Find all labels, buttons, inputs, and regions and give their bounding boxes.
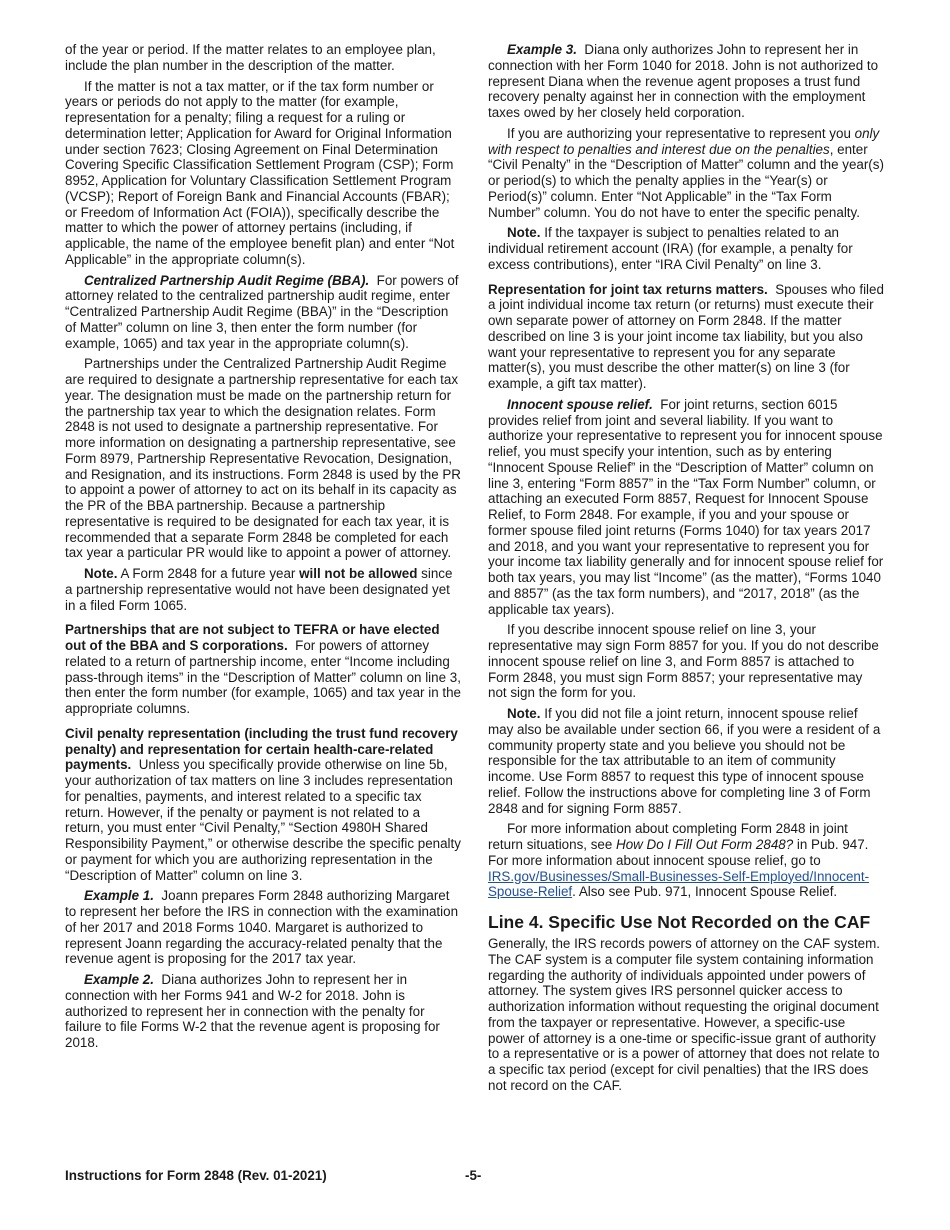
civil-penalty-body: Unless you specifically provide otherwise on line 5b, your authorization of tax matters on line 3 includes representation for penalties, payments, and interest related to a specific tax return. However, if the penalty or payment is not related to a return, you must enter “Civil Penalty,” “Section 4980H Shared Responsibility Payment,” or otherwise describe the specific penalty or payment for which you are authorizing representation in the “Description of Matter” column on line 3. xyxy=(65,757,461,883)
note-label: Note. xyxy=(84,566,118,581)
bba-heading: Centralized Partnership Audit Regime (BBA). xyxy=(84,272,370,288)
example-1-label: Example 1. xyxy=(84,888,154,904)
paragraph-penalties-only: If you are authorizing your representative to represent you only with respect to penalties and interest due on the penalties, enter “Civil Penalty” in the “Description of Matter” column and the year(s) or period(s) to which the penalty applies in the “Year(s) or Period(s)” column. Enter “Not Applicable” in the “Tax Form Number” column. You do not have to enter the specific penalty. xyxy=(488,125,884,220)
paragraph-note-future-year: Note. A Form 2848 for a future year will not be allowed since a partnership representative would not have been designated yet in a filed Form 1065. xyxy=(65,566,453,613)
bba-body: For powers of attorney related to the centralized partnership audit regime, enter “Centralized Partnership Audit Regime (BBA)” in the “Description of Matter” column on line 3, then enter the form number (for example, 1065) and tax year in the appropriate column(s). xyxy=(65,272,459,351)
example-2-label: Example 2. xyxy=(84,972,154,987)
example-3-label: Example 3. xyxy=(507,42,577,57)
tefra-body: For powers of attorney related to a return of partnership income, enter “Income including pass-through items” in the “Description of Matter” column on line 3, then enter the form number (for example, 1065) and tax year in the appropriate columns. xyxy=(65,638,461,716)
note-label: Note. xyxy=(507,706,541,721)
line-4-heading: Line 4. Specific Use Not Recorded on the CAF xyxy=(488,912,871,932)
note-label: Note. xyxy=(507,225,541,241)
innocent-spouse-relief-link[interactable]: IRS.gov/Businesses/Small-Businesses-Self-Employed/Innocent-Spouse-Relief xyxy=(488,868,870,900)
page-number: -5- xyxy=(465,1168,482,1183)
paragraph-example-3: Example 3. Diana only authorizes John to represent her in connection with her Form 1040 for 2018. John is not authorized to represent Diana when the revenue agent proposes a trust fund recovery penalty against her in connection with the employment taxes owed by her closely held corporation. xyxy=(488,42,879,120)
paragraph-describe-relief: If you describe innocent spouse relief on line 3, your representative may sign Form 8857 for you. If you do not describe innocent spouse relief on line 3, and Form 8857 is attached to Form 2848, you must sign Form 8857; your representative may not sign the form for you. xyxy=(488,622,879,701)
paragraph-note-section-66: Note. If you did not file a joint return, innocent spouse relief may also be available under section 66, if you were a resident of a community property state and you believe you should not be responsible for the tax attributable to an item of community income. Use Form 8857 to request this type of innocent spouse relief. Follow the instructions above for completing line 3 of Form 2848 and for signing Form 8857. xyxy=(488,706,881,816)
paragraph-line-4: Generally, the IRS records powers of attorney on the CAF system. The CAF system is a computer file system containing information regarding the authority of individuals appointed under powers of attorney. The system gives IRS personnel quicker access to authorization information without requesting the original document from the taxpayer or representative. However, a specific-use power of attorney is a one-time or specific-issue grant of authority to a representative or is a power of attorney that does not relate to a specific tax period (except for civil penalties) that the IRS does not record on the CAF. xyxy=(488,936,880,1093)
tefra-heading: Partnerships that are not subject to TEFRA or have elected out of the BBA and S corporations. xyxy=(65,622,440,653)
footer-form-title: Instructions for Form 2848 (Rev. 01-2021) xyxy=(65,1168,327,1183)
right-column xyxy=(488,42,884,1099)
paragraph-not-tax-matter: If the matter is not a tax matter, or if the tax form number or years or periods do not apply to the matter (for example, representation for a penalty; filing a request for a ruling or determination letter; Application for Award for Original Information under section 7623; Closing Agreement on Final Determination Covering Specific Classification Settlement Program (CSP); Form 8952, Application for Voluntary Classification Settlement Program (VCSP); Report of Foreign Bank and Financial Accounts (FBAR); or Freedom of Information Act (FOIA)), specifically describe the matter to which the power of attorney pertains (including, if applicable, the name of the employee benefit plan) and enter “Not Applicable” in the appropriate column(s). xyxy=(65,78,455,267)
paragraph-joint-returns: Representation for joint tax returns matters. Spouses who filed a joint individual income tax return (or returns) must execute their own separate power of attorney on Form 2848. If the matter described on line 3 is your joint income tax liability, but you also want your representative to represent you for any separate matter(s), you must describe the other matter(s) on line 3 (for example, a gift tax matter). xyxy=(488,281,884,391)
joint-returns-heading: Representation for joint tax returns matters. xyxy=(488,281,768,297)
paragraph-example-2: Example 2. Diana authorizes John to represent her in connection with her Forms 941 and W-2 for 2018. John is authorized to represent her in connection with the penalty for failure to file Forms W-2 that the revenue agent is proposing for 2018. xyxy=(65,972,440,1050)
innocent-spouse-heading: Innocent spouse relief. xyxy=(507,396,653,412)
paragraph-innocent-spouse: Innocent spouse relief. For joint returns, section 6015 provides relief from joint and several liability. If you want to authorize your representative to represent you for innocent spouse relief, you must specify your intention, such as by entering “Innocent Spouse Relief” in the “Description of Matter” column on line 3, entering “Form 8857” in the “Tax Form Number” column, or attaching an executed Form 8857, Request for Innocent Spouse Relief, to Form 2848. For example, if you and your spouse or former spouse filed joint returns (Forms 1040) for tax years 2017 and 2018, and you want your representative to represent you for your income tax liability generally and for innocent spouse relief for both tax years, you may list “Income” (as the matter), “Forms 1040 and 8857” (as the tax form numbers), and “2017, 2018” (as the applicable tax years). xyxy=(488,396,884,617)
civil-penalty-heading: Civil penalty representation (including the trust fund recovery penalty) and representation for certain health-care-related payments. xyxy=(65,725,458,773)
paragraph-tefra xyxy=(65,622,461,717)
left-column xyxy=(65,42,461,1056)
paragraph-note-ira: Note. If the taxpayer is subject to penalties related to an individual retirement account (IRA) (for example, a penalty for excess contributions), enter “IRA Civil Penalty” on line 3. xyxy=(488,225,853,272)
paragraph-plan-number: of the year or period. If the matter relates to an employee plan, include the plan number in the description of the matter. xyxy=(65,42,436,73)
paragraph-partnerships-bba: Partnerships under the Centralized Partnership Audit Regime are required to designate a partnership representative for each tax year. The designation must be made on the partnership return for the partnership tax year to which the designation relates. Form 2848 is not used to designate a partnership representative. For more information on designating a partnership representative, see Form 8979, Partnership Representative Revocation, Designation, and Resignation, and its instructions. Form 2848 is used by the PR to appoint a power of attorney to act on its behalf in its capacity as the PR of the BBA partnership. Because a partnership representative is required to be designated for each tax year, it is recommended that a separate Form 2848 be completed for each tax year a particular PR would like to appoint a power of attorney. xyxy=(65,356,461,561)
paragraph-civil-penalty xyxy=(65,726,461,884)
paragraph-bba xyxy=(65,273,461,352)
paragraph-example-1: Example 1. Joann prepares Form 2848 authorizing Margaret to represent her before the IRS in connection with the examination of her 2017 and 2018 Forms 1040. Margaret is authorized to represent Joann regarding the accuracy-related penalty that the revenue agent is proposing for the 2017 tax year. xyxy=(65,888,459,967)
paragraph-more-information: For more information about completing Form 2848 in joint return situations, see How Do I Fill Out Form 2848? in Pub. 947. For more information about innocent spouse relief, go to IRS.gov/Businesses/Small-Businesses-Self-Employed/Innocent-Spouse-Relief. Also see Pub. 971, Innocent Spouse Relief. xyxy=(488,821,870,900)
